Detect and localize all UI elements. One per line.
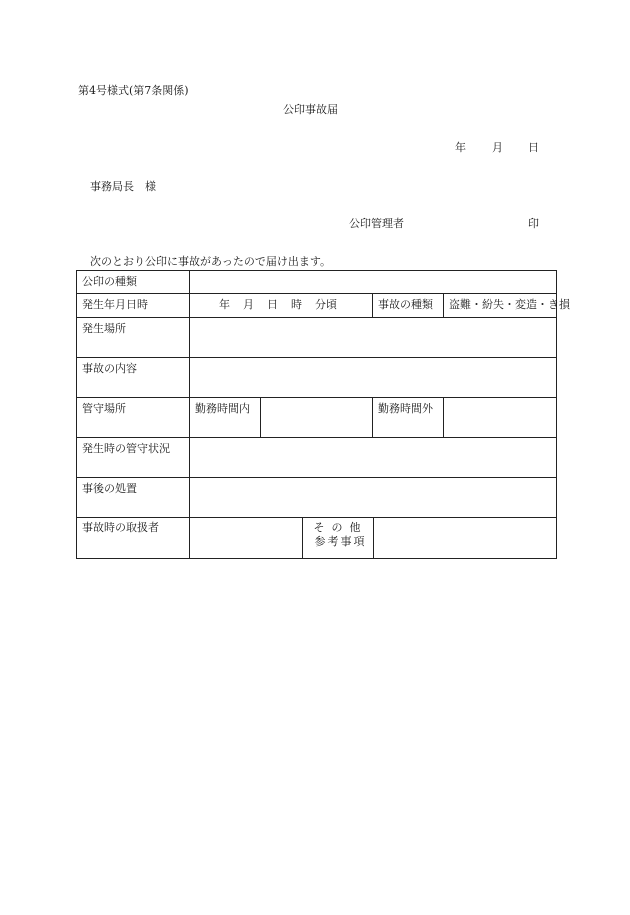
table-row	[77, 271, 557, 294]
custody-status-field[interactable]	[190, 438, 557, 478]
page-title: 公印事故届	[283, 103, 338, 116]
datetime-year-unit: 年	[219, 298, 230, 311]
seal-type-label: 公印の種類	[77, 271, 190, 294]
table-row	[77, 358, 557, 398]
working-hours-in-field[interactable]	[261, 398, 373, 438]
custody-place-label: 管守場所	[77, 398, 190, 438]
custody-status-label: 発生時の管守状況	[77, 438, 190, 478]
table-row	[77, 398, 557, 438]
intro-text: 次のとおり公印に事故があったので届け出ます。	[90, 255, 332, 268]
datetime-minute-unit: 分頃	[315, 298, 337, 311]
accident-type-label: 事故の種類	[373, 294, 444, 318]
datetime-day-unit: 日	[267, 298, 278, 311]
content-field[interactable]	[190, 358, 557, 398]
datetime-month-unit: 月	[243, 298, 254, 311]
table-row	[77, 518, 557, 559]
date-day-label: 日	[528, 141, 539, 154]
other-reference-field[interactable]	[374, 518, 557, 559]
table-row	[77, 438, 557, 478]
aftermath-field[interactable]	[190, 478, 557, 518]
place-label: 発生場所	[77, 318, 190, 358]
working-hours-out-label: 勤務時間外	[373, 398, 444, 438]
addressee: 事務局長 様	[90, 180, 156, 193]
table-row	[77, 294, 557, 318]
seal-type-field[interactable]	[190, 271, 557, 294]
accident-type-options[interactable]: 盗難・紛失・変造・き損	[444, 294, 557, 318]
occurred-datetime-field[interactable]	[190, 294, 373, 318]
table-row	[77, 478, 557, 518]
accident-report-table	[76, 270, 570, 559]
working-hours-out-field[interactable]	[444, 398, 557, 438]
working-hours-in-label: 勤務時間内	[190, 398, 261, 438]
aftermath-label: 事後の処置	[77, 478, 190, 518]
table-row	[77, 318, 557, 358]
place-field[interactable]	[190, 318, 557, 358]
occurred-datetime-label: 発生年月日時	[77, 294, 190, 318]
other-line2: 参考事項	[314, 535, 367, 548]
other-reference-label	[303, 518, 374, 559]
handler-field[interactable]	[190, 518, 303, 559]
handler-label: 事故時の取扱者	[77, 518, 190, 559]
date-month-label: 月	[492, 141, 503, 154]
form-number: 第4号様式(第7条関係)	[78, 84, 189, 97]
other-line1: その他	[313, 521, 368, 534]
seal-mark: 印	[528, 217, 539, 230]
datetime-hour-unit: 時	[291, 298, 302, 311]
content-label: 事故の内容	[77, 358, 190, 398]
seal-manager-label: 公印管理者	[349, 217, 404, 230]
date-year-label: 年	[455, 141, 466, 154]
